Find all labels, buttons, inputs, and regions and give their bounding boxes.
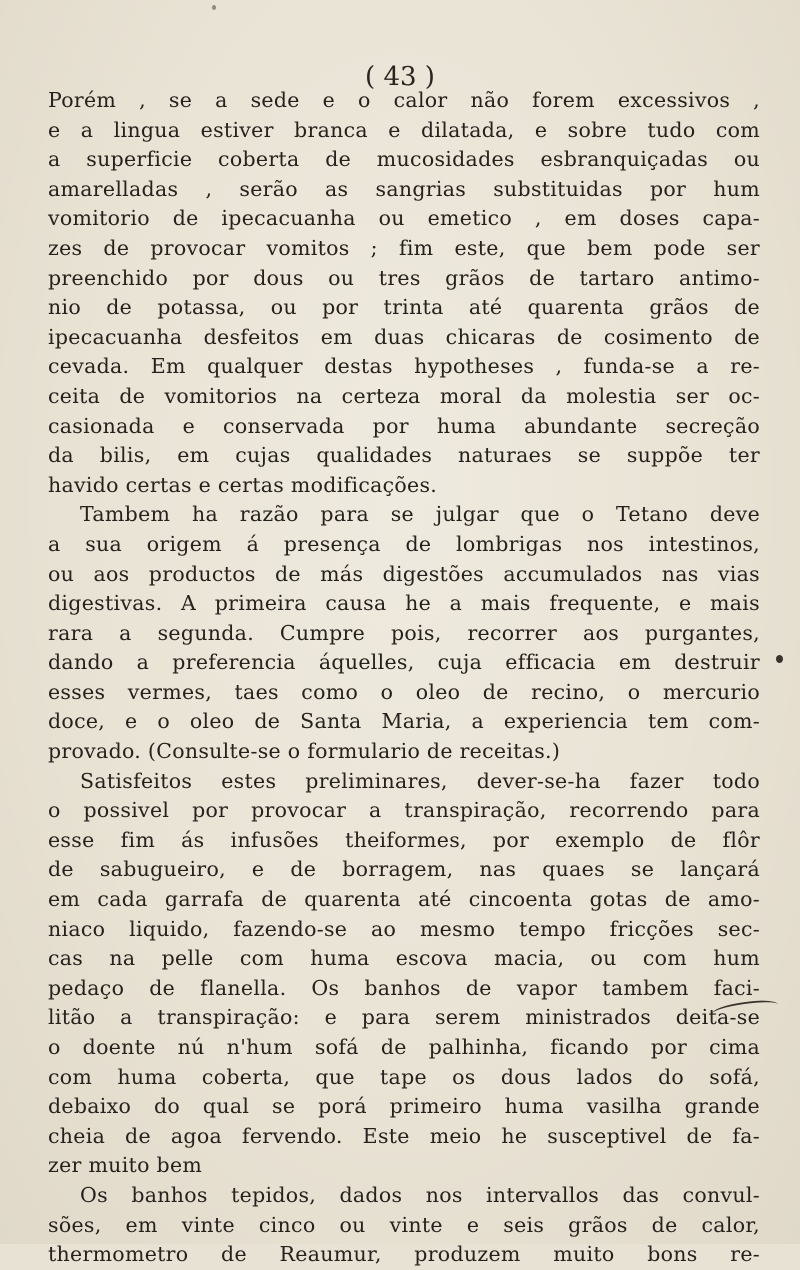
text-line: Os banhos tepidos, dados nos intervallos das convul- — [80, 1182, 760, 1207]
text-line: havido certas e certas modificações. — [48, 472, 438, 497]
text-line: Porém , se a sede e o calor não forem excessivos , — [48, 88, 760, 112]
text-line: esses vermes, taes como o oleo de recino, o mercurio — [48, 679, 760, 704]
page-number: ( 43 ) — [365, 62, 435, 92]
text-line: vomitorio de ipecacuanha ou emetico , em doses capa- — [48, 206, 760, 231]
body-text — [48, 86, 760, 1270]
text-line: a sua origem á presença de lombrigas nos intestinos, — [48, 531, 760, 556]
text-line: Tambem ha razão para se julgar que o Tetano deve — [80, 502, 760, 527]
text-line: amarelladas , serão as sangrias substituidas por hum — [48, 176, 760, 201]
text-line: casionada e conservada por huma abundante secreção — [48, 413, 760, 438]
text-line: ceita de vomitorios na certeza moral da molestia ser oc- — [48, 383, 760, 408]
text-line: e a lingua estiver branca e dilatada, e sobre tudo com — [48, 117, 760, 142]
text-line: cevada. Em qualquer destas hypotheses , funda-se a re- — [48, 354, 760, 379]
text-line: o doente nú n'hum sofá de palhinha, ficando por cima — [48, 1035, 760, 1059]
text-line: esse fim ás infusões theiformes, por exemplo de flôr — [48, 827, 760, 852]
text-line: zes de provocar vomitos ; fim este, que bem pode ser — [48, 235, 760, 260]
text-line: Satisfeitos estes preliminares, dever-se-ha fazer todo — [80, 768, 760, 793]
text-line: litão a transpiração: e para serem ministrados deita-se — [48, 1005, 760, 1030]
text-line: ou aos productos de más digestões accumulados nas vias — [48, 561, 760, 586]
text-line: dando a preferencia áquelles, cuja efficacia em destruir — [48, 650, 760, 675]
ink-spot — [776, 655, 783, 663]
text-line: zer muito bem — [48, 1153, 203, 1178]
text-line: doce, e o oleo de Santa Maria, a experiencia tem com- — [48, 709, 760, 734]
text-line: ipecacuanha desfeitos em duas chicaras de cosimento de — [48, 324, 760, 349]
text-line: nio de potassa, ou por trinta até quarenta grãos de — [48, 295, 760, 320]
text-line: digestivas. A primeira causa he a mais frequente, e mais — [48, 591, 760, 616]
text-line: sões, em vinte cinco ou vinte e seis grãos de calor, — [48, 1212, 760, 1237]
text-line: cas na pelle com huma escova macia, ou com hum — [48, 946, 760, 971]
text-line: pedaço de flanella. Os banhos de vapor tambem faci- — [48, 975, 760, 1000]
text-line: thermometro de Reaumur, produzem muito bons re- — [48, 1242, 760, 1267]
text-line: provado. (Consulte-se o formulario de receitas.) — [48, 739, 561, 764]
text-line: rara a segunda. Cumpre pois, recorrer aos purgantes, — [48, 620, 760, 645]
text-line: o possivel por provocar a transpiração, recorrendo para — [48, 798, 760, 823]
text-line: em cada garrafa de quarenta até cincoenta gotas de amo- — [48, 887, 760, 912]
text-line: com huma coberta, que tape os dous lados do sofá, — [48, 1064, 760, 1089]
text-line: a superficie coberta de mucosidades esbranquiçadas ou — [48, 147, 760, 172]
text-line: de sabugueiro, e de borragem, nas quaes se lançará — [48, 857, 760, 882]
text-line: da bilis, em cujas qualidades naturaes se suppõe ter — [48, 443, 760, 468]
ink-spot — [212, 5, 216, 10]
text-line: preenchido por dous ou tres grãos de tartaro antimo- — [48, 265, 760, 290]
text-line: niaco liquido, fazendo-se ao mesmo tempo fricções sec- — [48, 916, 760, 941]
text-line: debaixo do qual se porá primeiro huma vasilha grande — [48, 1094, 760, 1119]
text-line: cheia de agoa fervendo. Este meio he susceptivel de fa- — [48, 1123, 760, 1148]
